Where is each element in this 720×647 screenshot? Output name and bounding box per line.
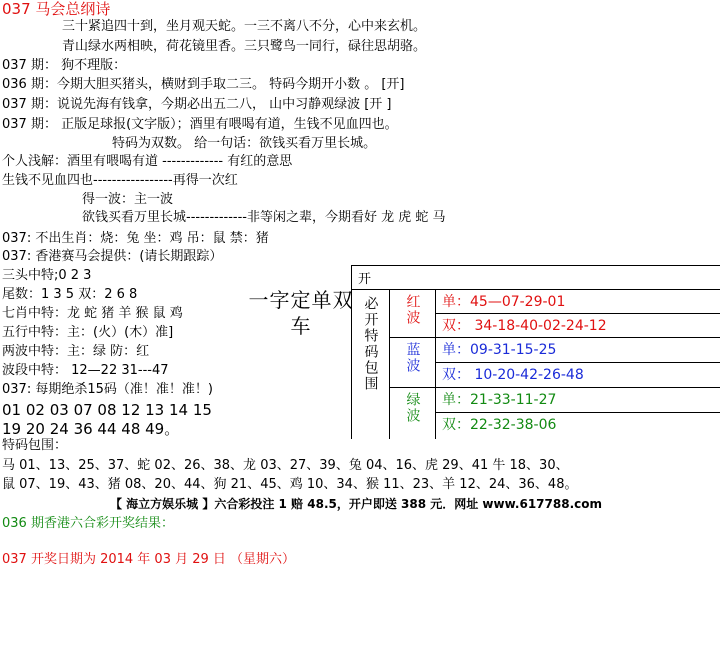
hint-great-wall: 欲钱买看万里长城-------------非等闲之辈，今期看好 龙 虎 蛇 马 (82, 210, 446, 225)
pick-line: 三头中特;0 2 3 (2, 268, 92, 283)
table-head-cell (351, 265, 720, 290)
hint-zodiac: 037: 不出生肖：烧：兔 坐：鸡 吊：鼠 禁：猪 (2, 231, 269, 246)
pick-line: 19 20 24 36 44 48 49。 (2, 420, 180, 438)
draw-date: 037 开奖日期为 2014 年 03 月 29 日 （星期六） (2, 552, 296, 567)
hint-double-single: 特码为双数。 给一句话：欲钱买看万里长城。 (112, 136, 377, 151)
slogan: 一字定单双 车 (248, 288, 354, 338)
wave-row-blue-odd: 单：09-31-15-25 (435, 338, 720, 363)
pick-line: 01 02 03 07 08 12 13 14 15 (2, 401, 212, 419)
pick-line: 七肖中特：龙 蛇 猪 羊 猴 鼠 鸡 (2, 306, 183, 321)
wave-name-blue: 蓝波 (404, 342, 421, 374)
page-title: 037 马会总纲诗 (2, 0, 111, 18)
wave-name-cell-red (389, 290, 435, 338)
side-label: 必开特码包围 (362, 296, 379, 392)
wave-name-green: 绿波 (404, 392, 421, 424)
special-code-table (351, 265, 720, 439)
results-label: 036 期香港六合彩开奖结果： (2, 516, 174, 531)
record-line: 036 期：今期大胆买猪头，横财到手取二三。 特码今期开小数 。 [开] (2, 77, 405, 92)
poem-line-2: 青山绿水两相映，荷花镜里香。三只鹭鸟一同行，碌往思胡骆。 (62, 39, 427, 54)
table-head-label: 开 (358, 272, 372, 287)
wave-row-green-even: 双：22-32-38-06 (435, 413, 720, 439)
hint-personal: 个人浅解：酒里有喂喝有道 ------------- 有红的意思 (2, 154, 293, 169)
wave-name-cell-blue (389, 338, 435, 388)
record-line: 037 期： 狗不理版： (2, 58, 127, 73)
poem-line-1: 三十紧追四十到，坐月观天蛇。一三不离八不分，心中来玄机。 (62, 19, 427, 34)
pick-line: 两波中特：主：绿 防：红 (2, 344, 150, 359)
hint-source: 037: 香港赛马会提供：(请长期跟踪） (2, 249, 223, 264)
hint-money: 生钱不见血四也-----------------再得一次红 (2, 173, 238, 188)
side-label-cell (351, 290, 389, 439)
pick-line: 五行中特：主：(火）(木）准] (2, 325, 174, 340)
hint-wave: 得一波：主一波 (82, 192, 174, 207)
package-row: 鼠 07、19、43、猪 08、20、44、狗 21、45、鸡 10、34、猴 11、23、羊 12、24、36、48。 (2, 477, 578, 492)
package-label: 特码包围： (2, 438, 68, 453)
record-line: 037 期：说说先海有钱拿，今期必出五二八， 山中习静观绿波 [开 ] (2, 97, 392, 112)
wave-row-red-even: 双： 34-18-40-02-24-12 (435, 314, 720, 338)
wave-name-red: 红波 (404, 294, 421, 326)
wave-row-blue-even: 双： 10-20-42-26-48 (435, 363, 720, 388)
pick-line: 波段中特： 12—22 31---47 (2, 363, 169, 378)
pick-line: 037: 每期绝杀15码（准！准！准！) (2, 382, 213, 397)
wave-row-green-odd: 单：21-33-11-27 (435, 388, 720, 413)
ad-banner: 【 海立方娱乐城 】六合彩投注 1 赔 48.5，开户即送 388 元．网址 www.617788.com (110, 497, 602, 511)
wave-name-cell-green (389, 388, 435, 439)
package-row: 马 01、13、25、37、蛇 02、26、38、龙 03、27、39、兔 04、16、虎 29、41 牛 18、30、 (2, 458, 569, 473)
pick-line: 尾数：1 3 5 双：2 6 8 (2, 287, 138, 302)
wave-row-red-odd: 单：45—07-29-01 (435, 290, 720, 314)
record-line: 037 期： 正版足球报(文字版）；酒里有喂喝有道，生钱不见血四也。 (2, 117, 398, 132)
